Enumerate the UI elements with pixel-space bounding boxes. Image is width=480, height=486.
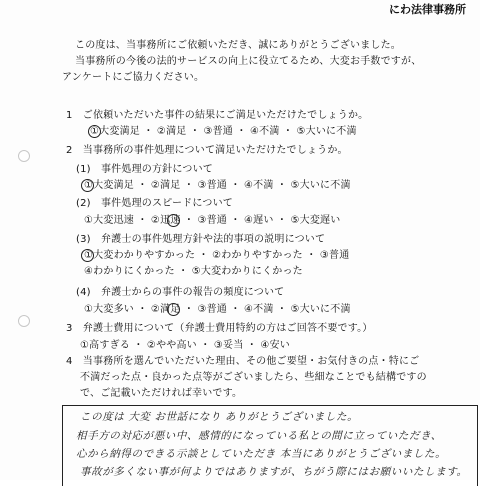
question-2-3-options-line1: ①大変わかりやすかった ・ ②わかりやすかった ・ ③普通 [84, 250, 350, 261]
question-2-4-options: ①大変多い ・ ②満足 ・ ③普通 ・ ④不満 ・ ⑤大いに不満 [84, 304, 351, 315]
selection-mark [81, 249, 94, 262]
intro-line: 当事務所の今後の法的サービスの向上に役立てるため、大変お手数ですが、 [75, 56, 422, 67]
handwritten-line: 心から納得のできる示談としていただき 本当にありがとうございました。 [76, 448, 447, 460]
selection-mark [167, 214, 180, 227]
law-firm-name: にわ法律事務所 [389, 3, 466, 16]
question-4-title-line2: 不満だった点・良かった点等がございましたら、些細なことでも結構ですの [80, 372, 427, 383]
handwritten-line: この度は 大変 お世話になり ありがとうございました。 [80, 411, 359, 423]
punch-hole [18, 315, 30, 327]
question-2-3-options-line2: ④わかりにくかった ・ ⑤大変わかりにくかった [84, 266, 303, 277]
intro-line: この度は、当事務所にご依頼いただき、誠にありがとうございました。 [75, 40, 401, 51]
handwritten-line: 事故が多くない事が何よりではありますが、ちがう際にはお願いいたします。 [80, 466, 468, 478]
intro-line: アンケートにご協力ください。 [62, 72, 205, 83]
question-2-1-title: (1) 事件処理の方針について [76, 164, 213, 175]
question-1-options: ①大変満足 ・ ②満足 ・ ③普通 ・ ④不満 ・ ⑤大いに不満 [90, 126, 357, 137]
question-2-title: 2 当事務所の事件処理について満足いただけたでしょうか。 [66, 145, 348, 156]
question-2-2-options: ①大変迅速 ・ ②迅速 ・ ③普通 ・ ④遅い ・ ⑤大変遅い [84, 215, 341, 226]
selection-mark [88, 125, 101, 138]
question-2-1-options: ①大変満足 ・ ②満足 ・ ③普通 ・ ④不満 ・ ⑤大いに不満 [84, 180, 351, 191]
question-2-4-title: (4) 弁護士からの事件の報告の頻度について [76, 287, 285, 298]
question-2-2-title: (2) 事件処理のスピードについて [76, 198, 233, 209]
question-1-title: 1 ご依頼いただいた事件の結果にご満足いただけたでしょうか。 [66, 110, 369, 121]
question-4-title-line1: 4 当事務所を選んでいただいた理由、その他ご要望・お気付きの点・特にご [66, 356, 420, 367]
question-3-title: 3 弁護士費用について（弁護士費用特約の方はご回答不要です。） [66, 323, 373, 334]
question-4-title-line3: で、ご記載いただければ幸いです。 [80, 388, 243, 399]
selection-mark [81, 179, 94, 192]
handwritten-line: 相手方の対応が悪い中、感情的になっている私との間に立っていただき、 [76, 430, 442, 442]
punch-hole [18, 150, 30, 162]
question-2-3-title: (3) 弁護士の事件処理方針や法的事項の説明について [76, 234, 326, 245]
selection-mark [167, 303, 180, 316]
question-3-options: ①高すぎる ・ ②やや高い ・ ③妥当 ・ ④安い [80, 340, 290, 351]
